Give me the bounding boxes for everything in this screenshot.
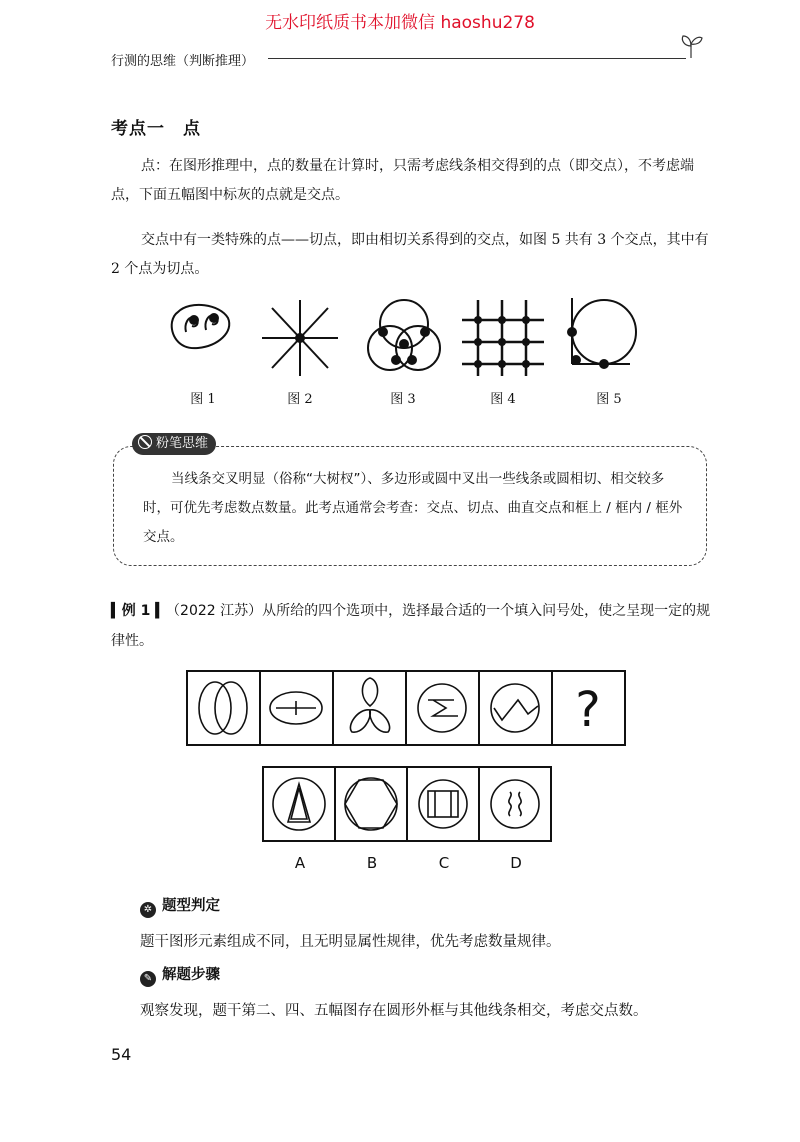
tip-title — [132, 433, 216, 455]
question-row — [186, 670, 630, 750]
gear-icon: ✲ — [140, 902, 156, 918]
tip-title-text: 粉笔思维 — [156, 436, 209, 451]
figure-label-1: 图 1 — [190, 392, 216, 407]
steps-heading — [140, 963, 220, 987]
paragraph-definition: 点：在图形推理中，点的数量在计算时，只需考虑线条相交得到的点（即交点），不考虑端点，下面五幅图中标灰的点就是交点。 — [111, 158, 694, 203]
page-number: 54 — [111, 1045, 132, 1064]
watermark: 无水印纸质书本加微信 haoshu278 — [265, 13, 535, 33]
paragraph-tangent: 交点中有一类特殊的点——切点，即由相切关系得到的交点，如图 5 共有 3 个交点，其中有 2 个点为切点。 — [111, 232, 709, 277]
example-bar-left: ▍ — [111, 603, 122, 619]
example-question — [111, 596, 711, 656]
options-row — [262, 766, 554, 846]
example-label: 例 1 — [121, 603, 151, 619]
type-text: 题干图形元素组成不同，且无明显属性规律，优先考虑数量规律。 — [140, 934, 561, 950]
option-label-d: D — [510, 854, 522, 872]
steps-text: 观察发现，题干第二、四、五幅图存在圆形外框与其他线条相交，考虑交点数。 — [140, 1003, 648, 1019]
example-text: （2022 江苏）从所给的四个选项中，选择最合适的一个填入问号处，使之呈现一定的规律性。 — [111, 603, 711, 649]
pen-icon: ✎ — [140, 971, 156, 987]
option-label-a: A — [294, 854, 306, 872]
figure-strip — [160, 290, 660, 380]
figure-label-4: 图 4 — [490, 392, 516, 407]
type-heading — [140, 894, 220, 918]
section-title: 考点一 点 — [111, 119, 201, 139]
no-icon — [138, 435, 152, 449]
steps-heading-text: 解题步骤 — [162, 967, 220, 983]
figure-1 — [172, 305, 230, 348]
option-label-c: C — [438, 854, 450, 872]
figure-4 — [462, 300, 544, 376]
running-header: 行测的思维（判断推理） — [111, 54, 255, 69]
type-heading-text: 题型判定 — [162, 898, 220, 914]
example-bar-right: ▍ — [150, 603, 167, 619]
option-label-b: B — [366, 854, 378, 872]
figure-label-2: 图 2 — [287, 392, 313, 407]
figure-3 — [368, 300, 440, 370]
figure-label-3: 图 3 — [390, 392, 416, 407]
tip-text: 当线条交叉明显（俗称“大树杈”）、多边形或圆中叉出一些线条或圆相切、相交较多时，可优先考虑数点数量。此考点通常会考查：交点、切点、曲直交点和框上 / 框内 / 框外交点。 — [143, 471, 683, 545]
header-rule — [268, 58, 686, 59]
figure-2 — [262, 300, 338, 376]
figure-label-5: 图 5 — [596, 392, 622, 407]
figure-5 — [568, 298, 636, 368]
sprout-icon — [678, 30, 704, 60]
question-mark: ? — [575, 682, 601, 738]
